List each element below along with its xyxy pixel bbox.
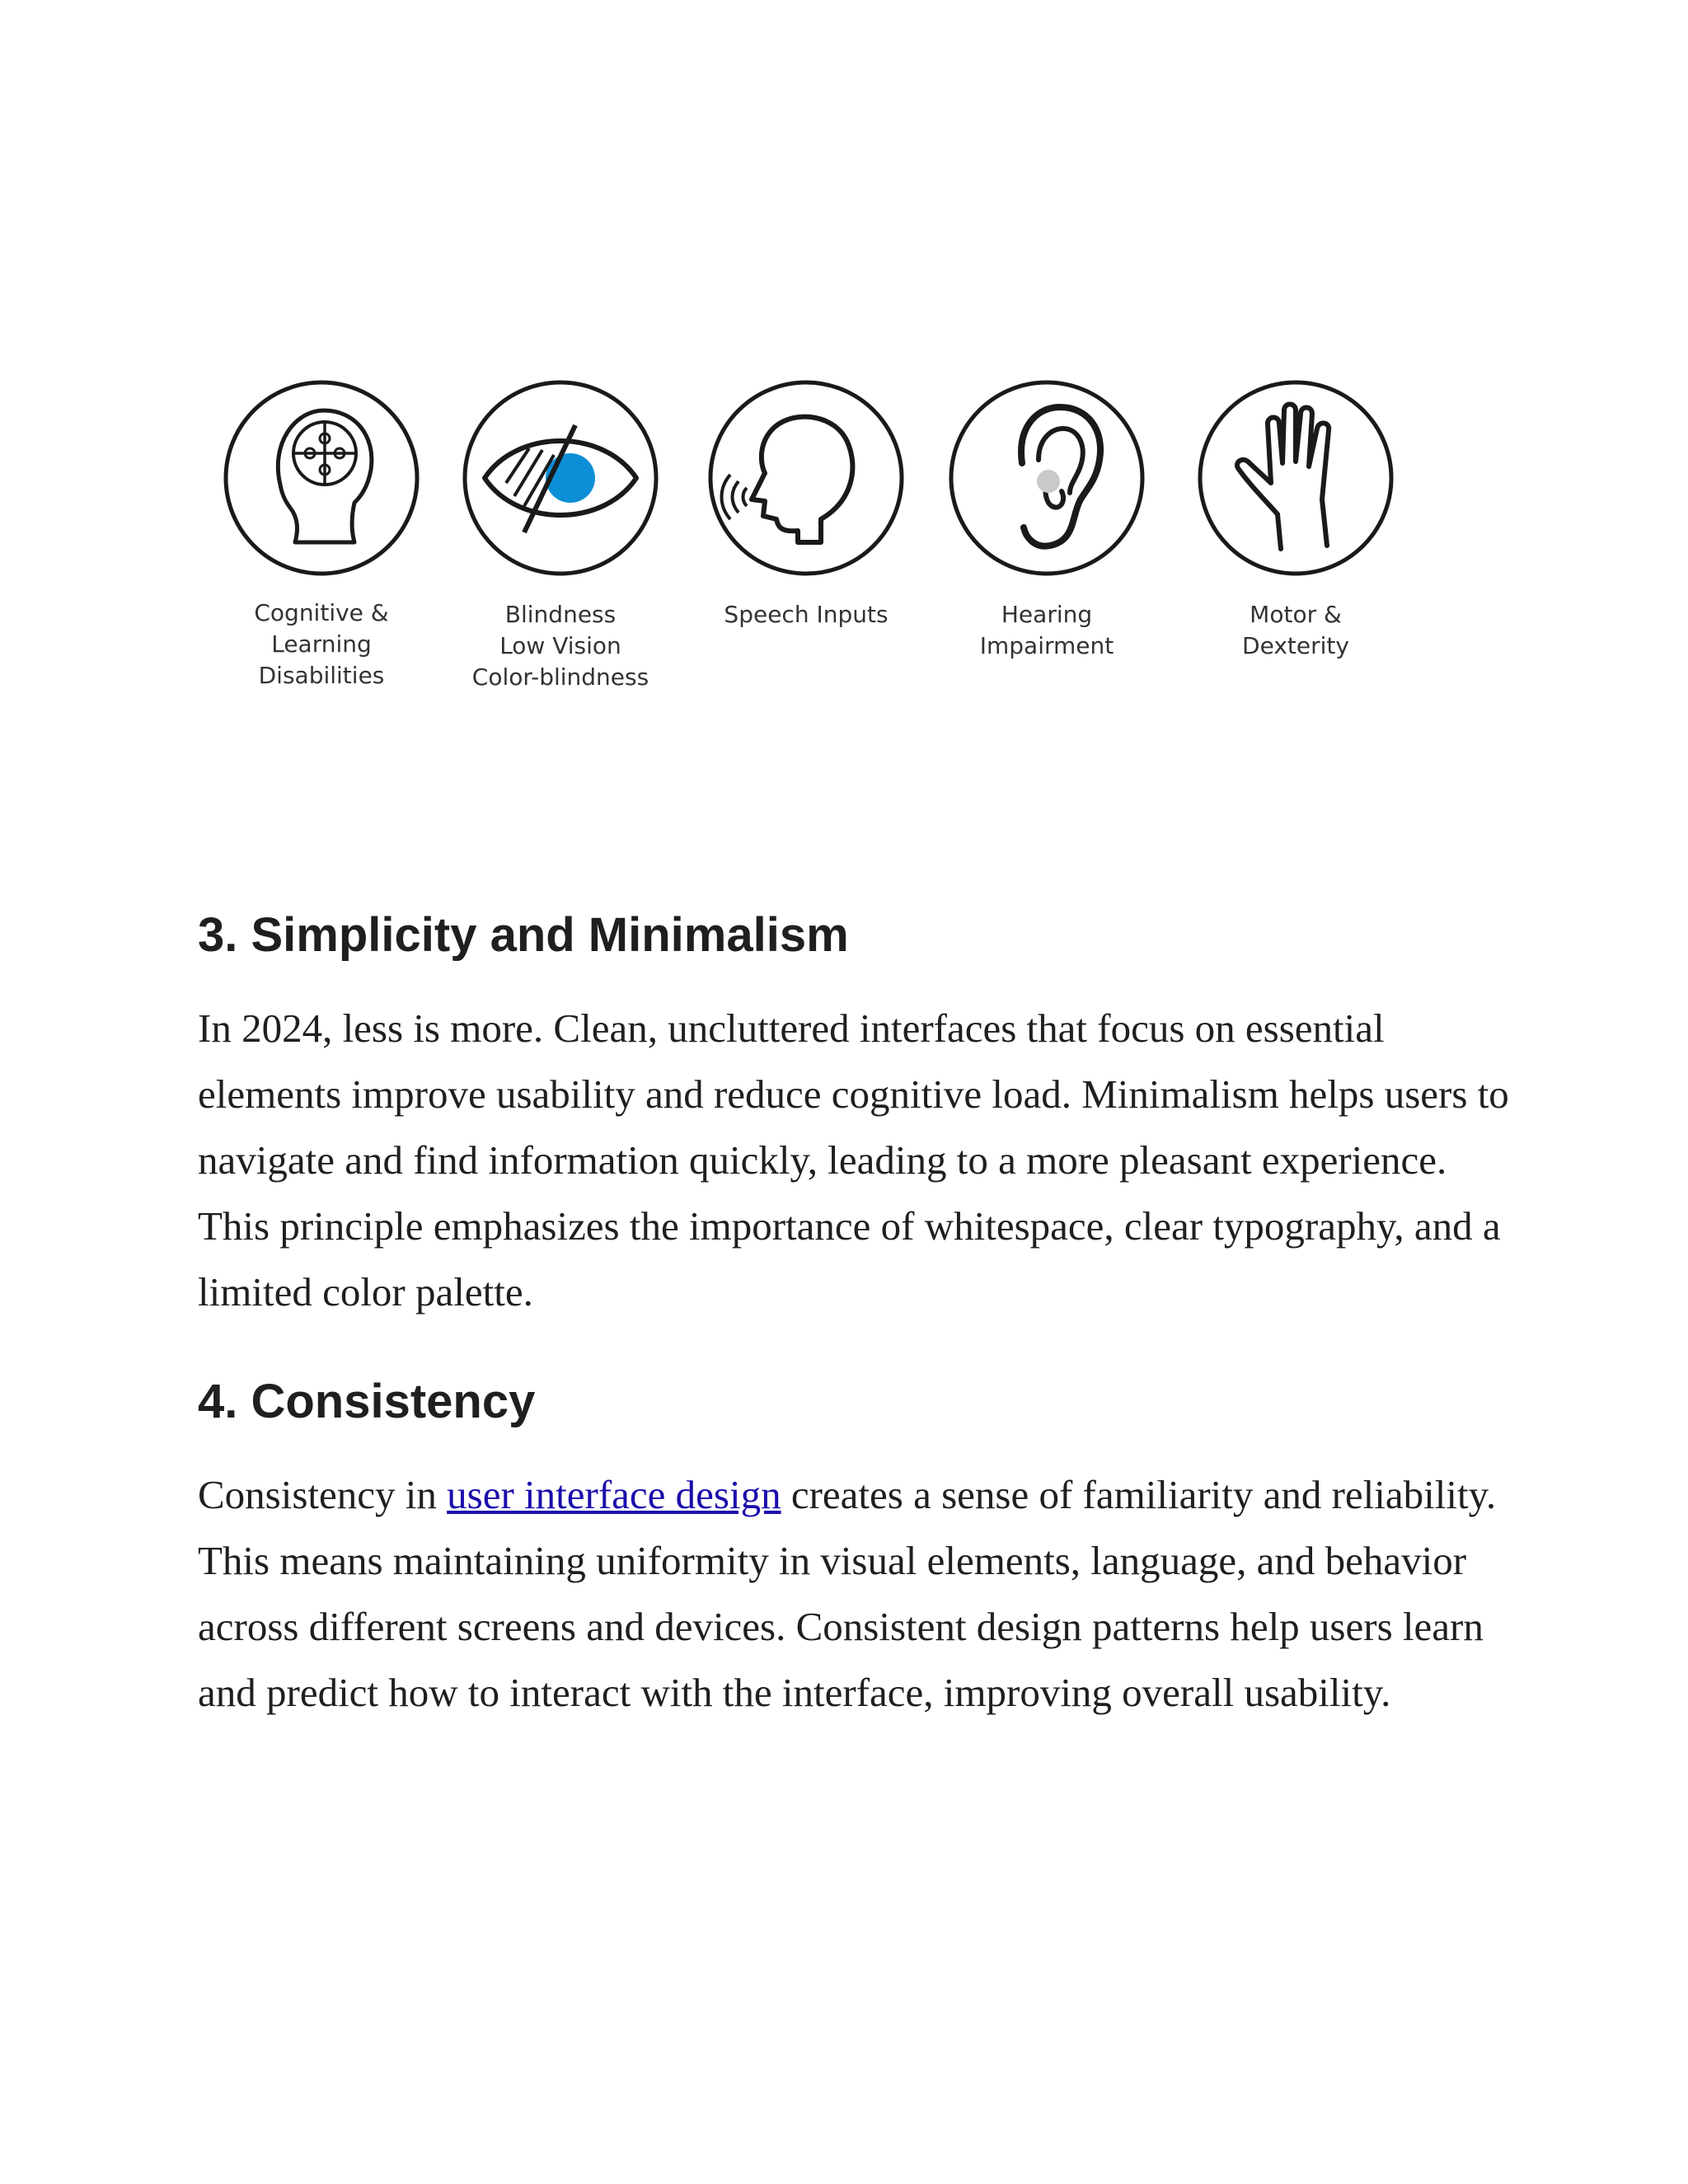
caption-motor: Motor & Dexterity — [1242, 601, 1349, 659]
caption-blindness: Blindness Low Vision Color-blindness — [471, 601, 649, 691]
section-body-simplicity: In 2024, less is more. Clean, uncluttered interfaces that focus on essential elements improve usability and reduce cognitive load. Minimalism helps users to navigate and find information quickly, leading to a more pleasant experience. This principle emphasizes the importance of whitespace, clear typography, and a limited color palette. — [198, 1005, 1509, 1315]
consistency-text-before: Consistency in — [198, 1472, 448, 1517]
article-content — [198, 907, 1517, 1726]
hand-icon — [1195, 377, 1396, 579]
section-body-consistency — [198, 1462, 1517, 1726]
brain-puzzle-icon — [221, 377, 422, 579]
caption-cognitive: Cognitive & Learning Disabilities — [254, 599, 389, 689]
accessibility-figure — [0, 0, 1688, 742]
user-interface-design-link[interactable]: user interface design — [447, 1472, 781, 1517]
ear-icon — [946, 377, 1147, 579]
caption-speech: Speech Inputs — [724, 601, 889, 628]
caption-hearing: Hearing Impairment — [979, 601, 1114, 659]
section-heading-consistency: 4. Consistency — [198, 1375, 536, 1428]
consistency-text-after: creates a sense of familiarity and reliability. This means maintaining uniformity in visual elements, language, and behavior across different screens and devices. Consistent design patterns help users learn and predict how to interact with the interface, improving overall usability. — [198, 1472, 1497, 1715]
eye-slash-icon — [460, 377, 661, 579]
section-heading-simplicity: 3. Simplicity and Minimalism — [198, 908, 849, 962]
speaking-head-icon — [706, 377, 907, 579]
